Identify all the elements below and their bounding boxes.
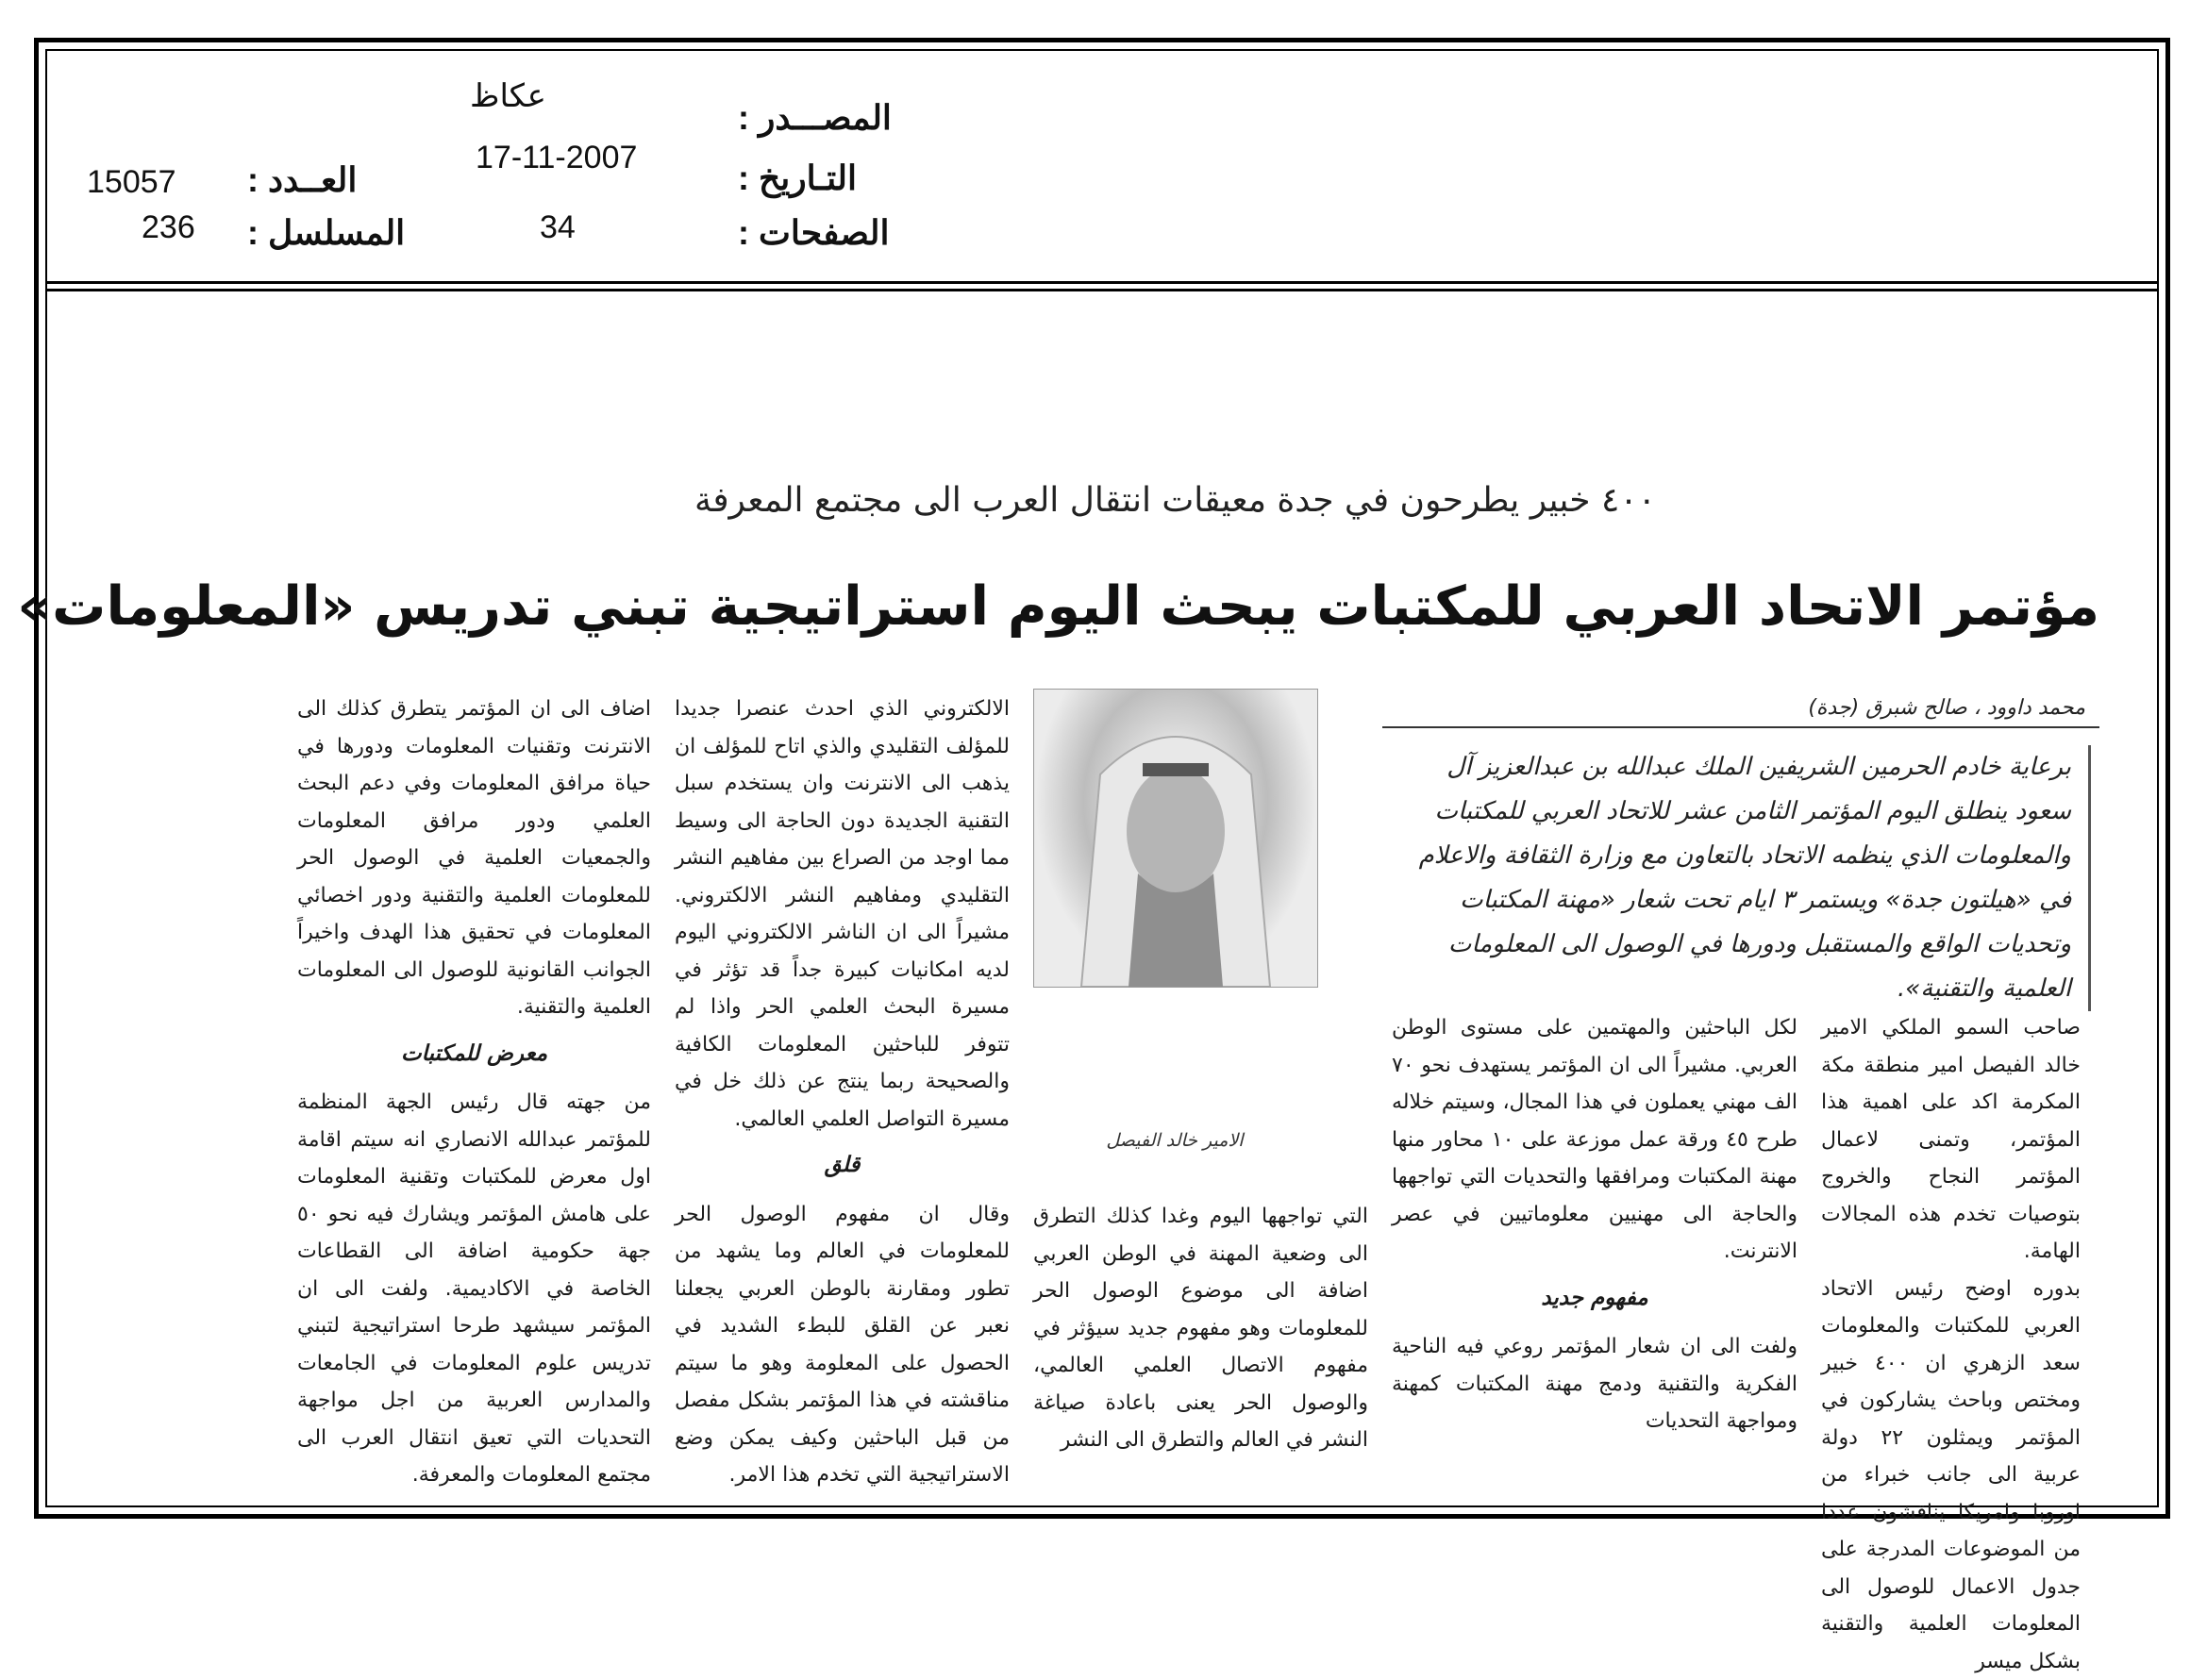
article-column-2 [1392, 1009, 1797, 1440]
column-4-text-b: وقال ان مفهوم الوصول الحر للمعلومات في العالم وما يشهد من تطور ومقارنة بالوطن العربي يجعلنا نعبر عن القلق للبطء الشديد في الحصول على المعلومة وهو ما سيتم مناقشته في هذا المؤتمر بشكل مفصل من قبل الباحثين وكيف يمكن وضع الاستراتيجية التي تخدم هذا الامر. [675, 1202, 1010, 1487]
article-byline: محمد داوود ، صالح شبرق (جدة) [1808, 696, 2085, 720]
photo-caption: الامير خالد الفيصل [1106, 1130, 1244, 1151]
column-2-subhead: مفهوم جديد [1541, 1285, 1648, 1310]
header-divider [45, 281, 2159, 284]
column-2-text: لكل الباحثين والمهتمين على مستوى الوطن العربي. مشيراً الى ان المؤتمر يستهدف نحو ٧٠ الف مهني يعملون في هذا المجال، وسيتم خلاله طرح ٤٥ ورقة عمل موزعة على ١٠ محاور منها مهنة المكتبات ومرافقها والتحديات التي تواجهها والحاجة الى مهنيين معلوماتيين في عصر الانترنت. [1392, 1016, 1797, 1263]
column-3-text: التي تواجهها اليوم وغدا كذلك التطرق الى وضعية المهنة في الوطن العربي اضافة الى موضوع الوصول الحر للمعلومات وهو مفهوم جديد سيؤثر في مفهوم الاتصال العلمي العالمي، والوصول الحر يعنى باعادة صياغة النشر في العالم والتطرق الى النشر [1033, 1205, 1368, 1452]
serial-label: المسلسل : [247, 213, 406, 252]
article-column-4 [675, 690, 1010, 1494]
source-label: المصـــدر : [738, 98, 892, 137]
column-1-text: صاحب السمو الملكي الامير خالد الفيصل امير منطقة مكة المكرمة اكد على اهمية هذا المؤتمر، وتمنى لاعمال المؤتمر النجاح والخروج بتوصيات تخدم هذه المجالات الهامة. بدوره اوضح رئيس الاتحاد العربي للمكتبات والمعلومات سعد الزهري ان ٤٠٠ خبير ومختص وباحث يشاركون في المؤتمر ويمثلون ٢٢ دولة عربية الى جانب خبراء من اوروبا وامريكا يناقشون عددا من الموضوعات المدرجة على جدول الاعمال للوصول الى المعلومات العلمية والتقنية بشكل ميسر [1821, 1016, 2081, 1673]
column-2-text-b: ولفت الى ان شعار المؤتمر روعي فيه الناحية الفكرية والتقنية ودمج مهنة المكتبات كمهنة ومواجهة التحديات [1392, 1335, 1797, 1433]
header-divider-2 [45, 289, 2159, 291]
date-value: 17-11-2007 [476, 140, 638, 175]
article-clipping [17, 443, 2099, 1673]
pages-value: 34 [540, 209, 576, 245]
serial-value: 236 [142, 209, 195, 245]
column-5-text-b: من جهته قال رئيس الجهة المنظمة للمؤتمر عبدالله الانصاري انه سيتم اقامة اول معرض للمكتبات وتقنية المعلومات على هامش المؤتمر ويشارك فيه نحو ٥٠ جهة حكومية اضافة الى القطاعات الخاصة في الاكاديمية. ولفت الى ان المؤتمر سيشهد طرحا استراتيجية لتبني تدريس علوم المعلومات في الجامعات والمدارس العربية من اجل مواجهة التحديات التي تعيق انتقال العرب الى مجتمع المعلومات والمعرفة. [297, 1090, 651, 1487]
column-5-subhead: معرض للمكتبات [400, 1040, 548, 1066]
article-intro: برعاية خادم الحرمين الشريفين الملك عبدالله بن عبدالعزيز آل سعود ينطلق اليوم المؤتمر الثامن عشر للاتحاد العربي للمكتبات والمعلومات الذي ينظمه الاتحاد بالتعاون مع وزارة الثقافة والاعلام في «هيلتون جدة» ويستمر ٣ ايام تحت شعار «مهنة المكتبات وتحديات الواقع والمستقبل ودورها في الوصول الى المعلومات العلمية والتقنية». [1392, 745, 2091, 1011]
pages-label: الصفحات : [738, 213, 890, 252]
byline-divider [1382, 726, 2099, 728]
article-subtitle: ٤٠٠ خبير يطرحون في جدة معيقات انتقال العرب الى مجتمع المعرفة [694, 481, 1656, 520]
issue-value: 15057 [87, 164, 176, 200]
article-column-1 [1821, 1009, 2081, 1680]
portrait-photo [1033, 689, 1318, 988]
source-value: عكاظ [470, 78, 546, 114]
column-4-text: الالكتروني الذي احدث عنصرا جديدا للمؤلف التقليدي والذي اتاح للمؤلف ان يذهب الى الانترنت وان يستخدم سبل التقنية الجديدة دون الحاجة الى وسيط مما اوجد من الصراع بين مفاهيم النشر التقليدي ومفاهيم النشر الالكتروني. مشيراً الى ان الناشر الالكتروني اليوم لديه امكانيات كبيرة جداً قد تؤثر في مسيرة البحث العلمي الحر واذا لم تتوفر للباحثين المعلومات الكافية والصحيحة ربما ينتج عن ذلك خل في مسيرة التواصل العلمي العالمي. [675, 697, 1010, 1131]
date-label: التـاريخ : [738, 158, 857, 197]
portrait-illustration [1034, 690, 1317, 987]
column-5-text: اضاف الى ان المؤتمر يتطرق كذلك الى الانترنت وتقنيات المعلومات ودورها في حياة مرافق المعلومات وفي دعم البحث العلمي ودور مرافق المعلومات والجمعيات العلمية في الوصول الحر للمعلومات العلمية والتقنية ودور اخصائي المعلومات في تحقيق هذا الهدف واخيراً الجوانب القانونية للوصول الى المعلومات العلمية والتقنية. [297, 697, 651, 1019]
article-headline: مؤتمر الاتحاد العربي للمكتبات يبحث اليوم استراتيجية تبني تدريس «المعلومات» [17, 575, 2099, 638]
column-4-subhead: قلق [824, 1153, 861, 1177]
article-column-3 [1033, 1198, 1368, 1459]
issue-label: العــدد : [247, 160, 358, 199]
article-column-5 [297, 690, 651, 1494]
